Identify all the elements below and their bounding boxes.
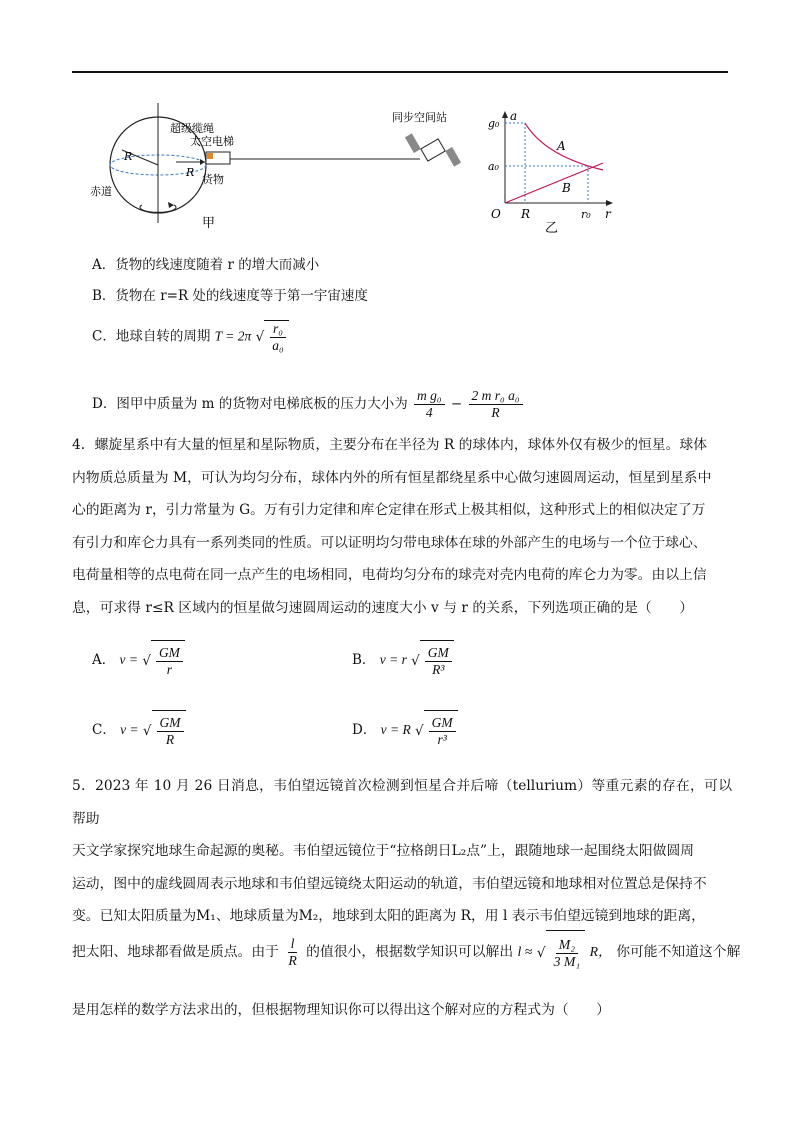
q4-line2: 内物质总质量为 M，可认为均匀分布，球体内外的所有恒星都绕星系中心做匀速圆周运动，恒星到星系中 [72,469,712,486]
label-cargo: 货物 [202,173,224,186]
q3-option-d-text: D．图甲中质量为 m 的货物对电梯底板的压力大小为 [92,396,408,412]
q5-line5-lhs: l ≈ [517,944,533,959]
q3-d-f2-num: 2 m r₀ a₀ [469,388,523,405]
q5-line5 [72,930,740,975]
q4-b-lhs: v = r [379,652,407,667]
q4-b-num: GM [425,645,452,662]
label-elevator: 太空电梯 [190,135,234,148]
q3-option-c[interactable] [92,320,289,354]
curve-A-label: A [557,139,566,153]
origin-label: O [491,207,501,221]
q4-d-den: r³ [437,732,447,747]
q5-line3: 运动，图中的虚线圆周表示地球和韦伯望远镜绕太阳运动的轨道，韦伯望远镜和地球相对位置总是保持不 [72,875,707,892]
header-rule [72,71,728,73]
q3-option-c-text: C．地球自转的周期 [92,328,211,345]
q3-d-f1-num: m g₀ [414,388,445,405]
q4-d-sqrt: √ $\frac{GM}{\text{r³}}$ [415,710,458,751]
q4-c-lhs: v = [120,722,139,737]
q4-c-den: R [165,732,175,747]
q4-line1: 4．螺旋星系中有大量的恒星和星际物质，主要分布在半径为 R 的球体内，球体外仅有极少的恒星。球体 [72,437,707,453]
q5-sqrt: √ $\frac{\text{M₂}}{\text{3 M₁}}$ [537,930,585,975]
q3-option-d[interactable] [92,388,525,421]
q3-option-c-T: T = 2π [214,328,252,344]
q4-option-a[interactable] [92,640,185,681]
q4-a-lhs: v = [119,652,139,667]
q4-a-sqrt: √ $\frac{GM}{r}$ [142,640,185,681]
figure-yi [485,108,620,233]
q4-a-den: r [166,662,173,677]
cargo-box [207,153,213,159]
caption-yi: 乙 [545,221,559,233]
q5-l-over-r [285,936,299,969]
q4-option-c[interactable] [92,710,186,751]
q5-line2: 天文学家探究地球生命起源的奥秘。韦伯望远镜位于“拉格朗日L₂点”上，跟随地球一起围绕太阳做圆周 [72,843,695,859]
q4-c-label: C． [92,722,116,738]
label-cable: 超级缆绳 [170,122,214,135]
q3-option-b[interactable]: B．货物在 r=R 处的线速度等于第一宇宙速度 [92,288,368,304]
q4-option-d[interactable] [352,710,458,751]
q4-d-label: D． [352,722,377,738]
curve-B-label: B [562,181,571,195]
q3-d-frac1 [414,388,445,421]
q4-c-num: GM [157,715,184,732]
tick-a0: a₀ [488,160,499,173]
q5-line5-rhs: R， [589,944,612,959]
q5-line5-post: 你可能不知道这个解 [616,944,741,960]
q3-c-den: a₀ [272,338,284,353]
q5-f-num: l [288,936,298,953]
q5-line1: 5．2023 年 10 月 26 日消息，韦伯望远镜首次检测到恒星合并后啼（tellurium）等重元素的存在，可以帮助 [72,778,732,827]
q4-d-num: GM [429,715,456,732]
q4-a-num: GM [156,645,183,662]
q4-b-sqrt: √ $\frac{GM}{\text{R³}}$ [411,640,454,681]
axis-y-label: a [510,109,518,123]
label-equator: 赤道 [90,185,112,198]
q4-b-den: R³ [432,662,445,677]
q5-line5-pre: 把太阳、地球都看做是质点。由于 [72,944,279,960]
q4-option-b[interactable] [352,640,454,681]
q4-line4: 有引力和库仑力具有一系列类同的性质。可以证明均匀带电球体在球的外部产生的电场与一个位于球心、 [72,534,707,551]
q5-s-num: M₂ [556,937,578,954]
caption-jia: 甲 [202,216,216,231]
axis-x-label: r [605,207,611,221]
q4-line3: 心的距离为 r，引力常量为 G。万有引力定律和库仑定律在形式上极其相似，这种形式上的相似决定了万 [72,502,706,518]
q3-option-a[interactable]: A．货物的线速度随着 r 的增大而减小 [92,257,320,273]
label-station: 同步空间站 [392,111,447,124]
q4-line6: 息，可求得 r≤R 区域内的恒星做匀速圆周运动的速度大小 v 与 r 的关系，下列选项正确的是（ ） [72,599,694,616]
q3-option-c-sqrt: √ $\frac{\text{r₀}}{\text{a₀}}$ [256,320,289,354]
q5-f-den: R [288,953,297,968]
q3-c-num: r₀ [270,321,286,338]
q3-d-frac2 [469,388,523,421]
q4-stem [72,429,732,624]
label-R-outer: R [186,166,195,179]
tick-g0: g₀ [488,117,500,130]
q3-d-f2-den: R [491,405,500,420]
tick-r0: r₀ [581,208,591,221]
q4-b-label: B． [352,652,376,668]
q5-line6: 是用怎样的数学方法求出的，但根据物理知识你可以得出这个解对应的方程式为（ ） [72,1002,611,1018]
q4-a-label: A． [92,652,116,668]
q3-d-f1-den: 4 [425,405,433,420]
q5-line5-mid: 的值很小，根据数学知识可以解出 [306,944,514,960]
q5-stem [72,770,732,933]
q5-s-den: 3 M₁ [553,954,581,969]
tick-R: R [521,207,531,221]
q4-line5: 电荷量相等的点电荷在同一点产生的电场相同，电荷均匀分布的球壳对壳内电荷的库仑力为零。由以上信 [72,567,707,583]
q4-c-sqrt: √ $\frac{GM}{R}$ [143,710,186,751]
q5-line4: 变。已知太阳质量为M₁、地球质量为M₂，地球到太阳的距离为 R，用 l 表示韦伯望远镜到地球的距离， [72,908,705,924]
station-shape [405,133,461,166]
q3-d-minus: − [450,396,463,412]
label-R-inner: R [124,150,133,163]
figure-jia [90,95,470,240]
q4-d-lhs: v = R [380,722,411,737]
